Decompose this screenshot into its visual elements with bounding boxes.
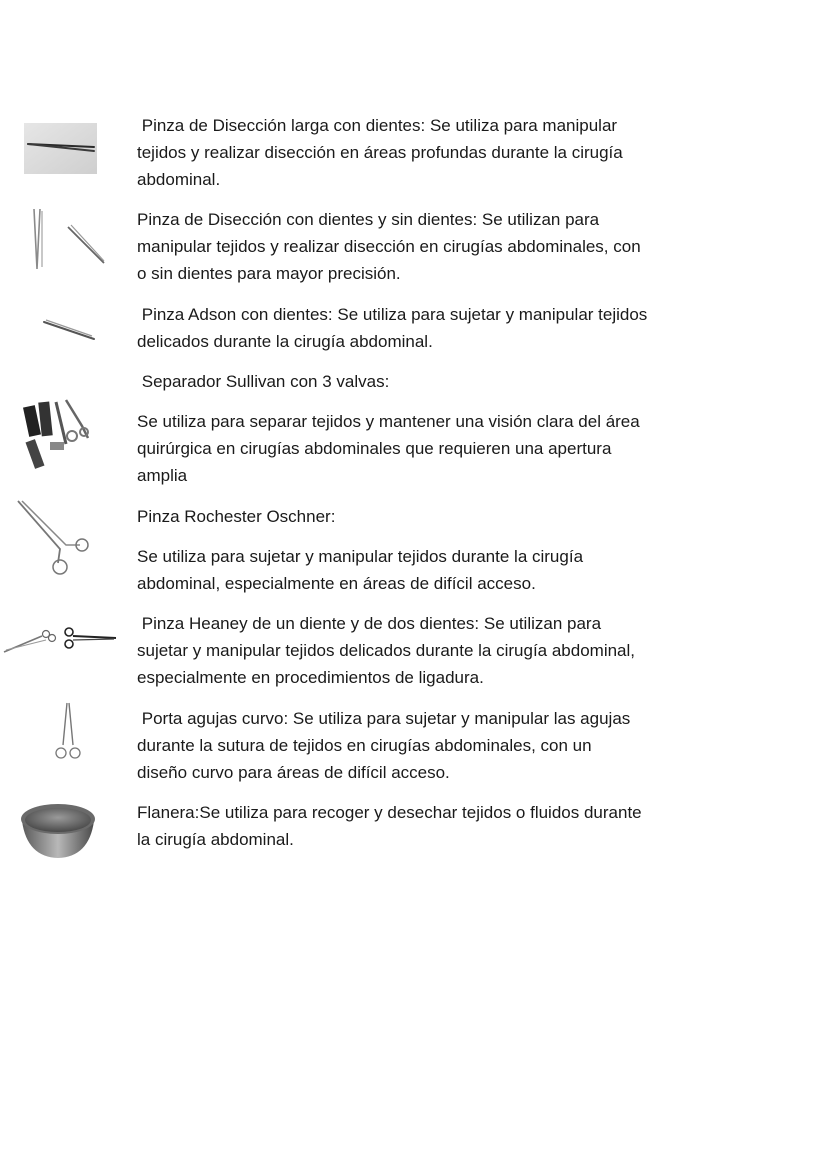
- needle-holder-icon: [52, 701, 84, 763]
- item-rochester-clamp-title: Pinza Rochester Oschner:: [137, 507, 336, 526]
- basin-bowl-icon: [19, 799, 97, 861]
- sullivan-retractor-icon: [22, 396, 92, 474]
- item-adson-forceps-text: Pinza Adson con dientes: Se utiliza para sujetar y manipular tejidos delicados durante la cirugía abdominal.: [137, 305, 648, 351]
- rochester-clamp-icon: [16, 499, 90, 575]
- item-long-dissection-forceps-text: Pinza de Disección larga con dientes: Se utiliza para manipular tejidos y realizar disección en áreas profundas durante la cirugía abdominal.: [137, 116, 623, 189]
- item-heaney-clamp-text: Pinza Heaney de un diente y de dos dientes: Se utilizan para sujetar y manipular tejidos delicados durante la cirugía abdominal, especialmente en procedimientos de ligadura.: [137, 614, 636, 687]
- item-sullivan-retractor-text: Se utiliza para separar tejidos y mantener una visión clara del área quirúrgica en cirugías abdominales que requieren una apertura amplia: [137, 412, 640, 485]
- item-dissection-forceps-text: Pinza de Disección con dientes y sin dientes: Se utilizan para manipular tejidos y realizar disección en cirugías abdominales, con o sin dientes para mayor precisión.: [137, 210, 641, 283]
- item-rochester-clamp-text: Se utiliza para sujetar y manipular tejidos durante la cirugía abdominal, especialmente en áreas de difícil acceso.: [137, 547, 584, 593]
- dissection-forceps-icon: [28, 207, 108, 277]
- heaney-clamp-icon: [2, 622, 118, 656]
- item-sullivan-retractor-title: Separador Sullivan con 3 valvas:: [137, 372, 390, 391]
- long-dissection-forceps-icon: [24, 123, 97, 174]
- item-flanera-text: Flanera:Se utiliza para recoger y desechar tejidos o fluidos durante la cirugía abdominal.: [137, 803, 642, 849]
- item-needle-holder-text: Porta agujas curvo: Se utiliza para sujetar y manipular las agujas durante la sutura de tejidos en cirugías abdominales, con un diseño curvo para áreas de difícil acceso.: [137, 709, 631, 782]
- adson-forceps-icon: [42, 317, 98, 343]
